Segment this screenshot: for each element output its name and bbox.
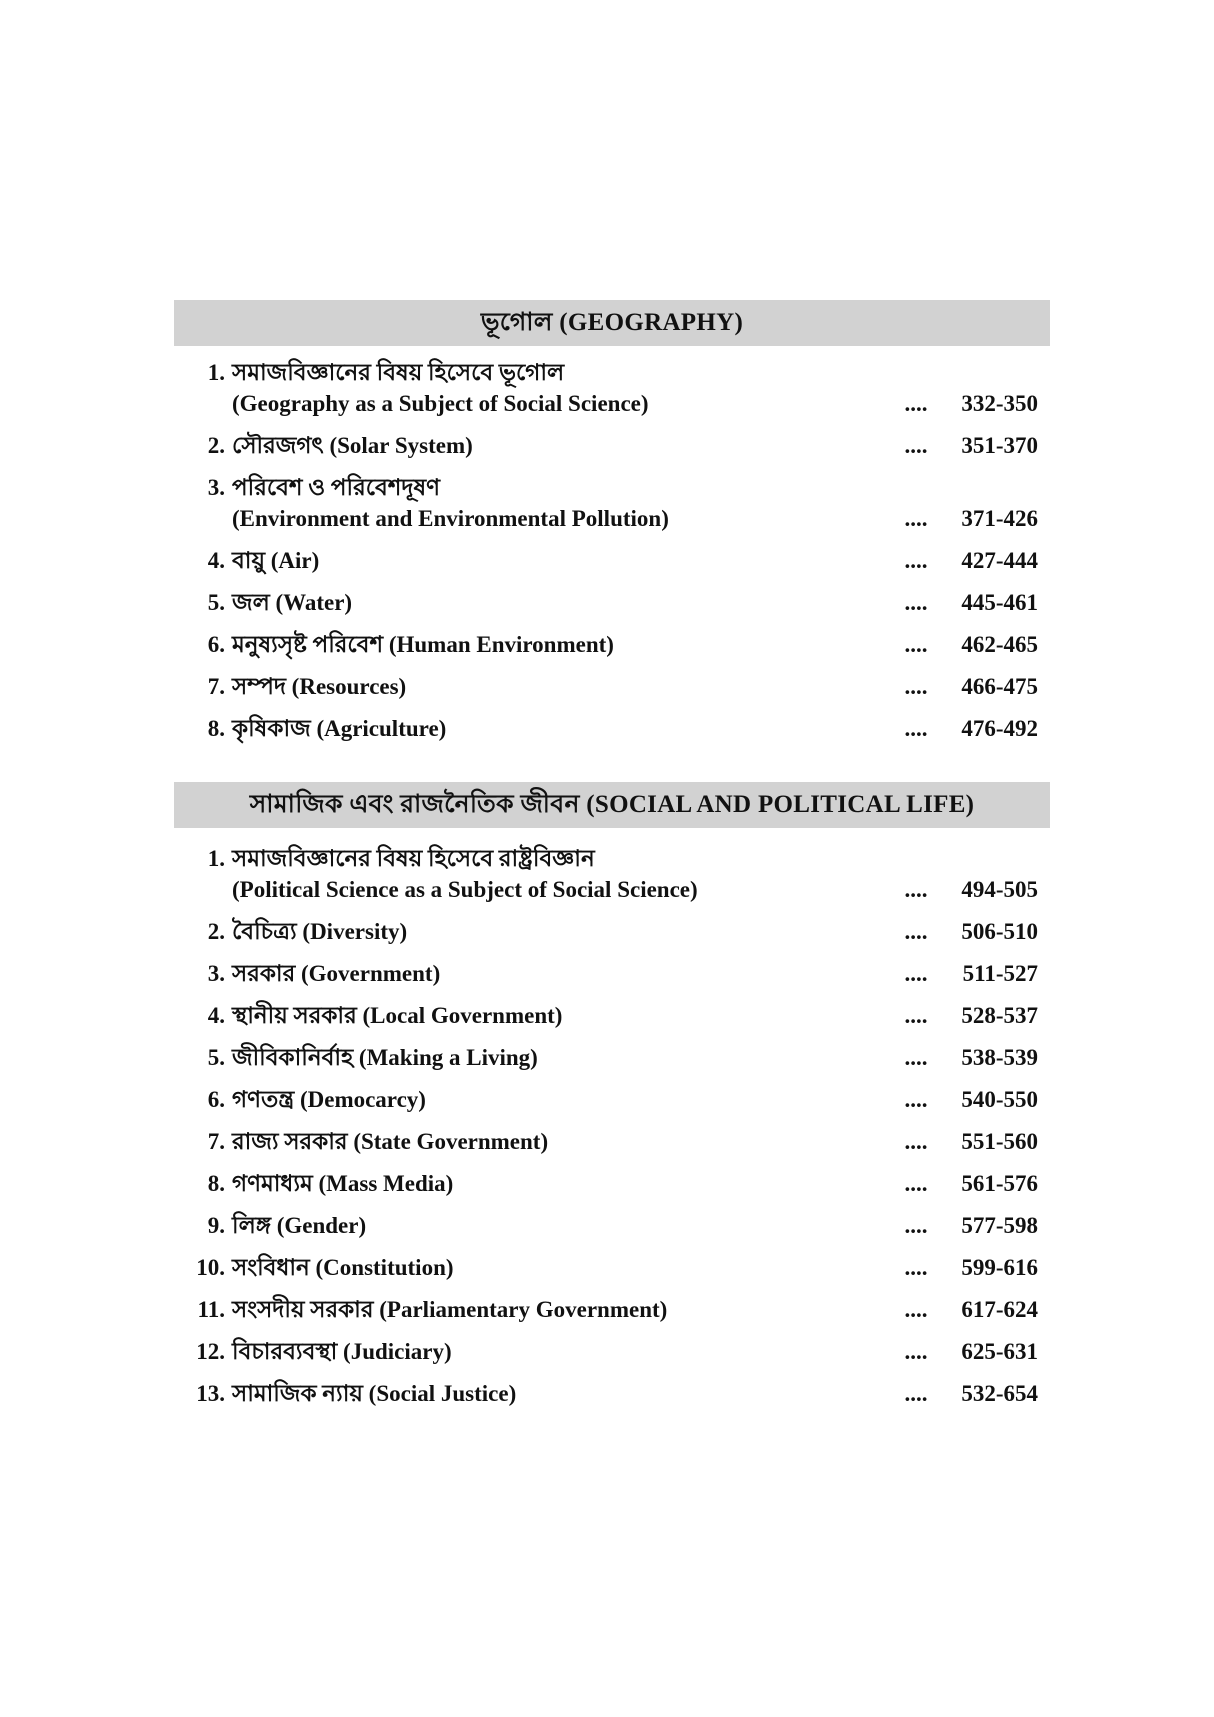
toc-entry: [174, 838, 1050, 911]
entry-title-line: গণতন্ত্র (Democarcy): [232, 1087, 426, 1112]
page-range: 577-598: [961, 1213, 1038, 1238]
toc-entry: [174, 1289, 1050, 1331]
toc-entry: [174, 708, 1050, 750]
entry-title-line: মনুষ্যসৃষ্ট পরিবেশ (Human Environment): [232, 632, 614, 657]
entry-title: [232, 1168, 886, 1199]
entry-number: 4.: [207, 1003, 225, 1028]
entry-number: 3.: [207, 961, 225, 986]
page-range: 371-426: [961, 506, 1038, 531]
entry-title: [232, 1084, 886, 1115]
entry-title: [232, 1294, 886, 1325]
page-range: 511-527: [962, 961, 1038, 986]
entry-title-line: জল (Water): [232, 590, 353, 615]
toc-entry: [174, 1247, 1050, 1289]
leader-dots: ....: [904, 1045, 928, 1070]
leader-dots: ....: [904, 1003, 928, 1028]
entry-title: [232, 545, 886, 576]
entry-number: 1.: [207, 360, 225, 385]
leader-dots: ....: [904, 391, 928, 416]
entry-title: [232, 629, 886, 660]
entry-title: [232, 843, 886, 905]
page-range: 561-576: [961, 1171, 1038, 1196]
entry-number: 9.: [207, 1213, 225, 1238]
leader-dots: ....: [904, 548, 928, 573]
toc-list: [174, 352, 1050, 750]
toc-entry: [174, 1079, 1050, 1121]
entry-title-line: স্থানীয় সরকার (Local Government): [232, 1003, 563, 1028]
entry-title: [232, 671, 886, 702]
section-geography: [174, 300, 1050, 750]
page-range: 506-510: [961, 919, 1038, 944]
page-range: 625-631: [961, 1339, 1038, 1364]
leader-dots: ....: [904, 433, 928, 458]
entry-title-line: গণমাধ্যম (Mass Media): [232, 1171, 454, 1196]
entry-title-line: সমাজবিজ্ঞানের বিষয় হিসেবে ভূগোল: [232, 360, 565, 385]
entry-title-line: সংসদীয় সরকার (Parliamentary Government): [232, 1297, 668, 1322]
entry-title: [232, 1000, 886, 1031]
page-range: 427-444: [961, 548, 1038, 573]
toc-list: [174, 838, 1050, 1415]
entry-title-line: জীবিকানির্বাহ (Making a Living): [232, 1045, 538, 1070]
entry-title-line: লিঙ্গ (Gender): [232, 1213, 367, 1238]
leader-dots: ....: [904, 961, 928, 986]
page-range: 351-370: [961, 433, 1038, 458]
entry-title: [232, 357, 886, 419]
toc-entry: [174, 1205, 1050, 1247]
entry-title-line: সৌরজগৎ (Solar System): [232, 433, 473, 458]
entry-number: 4.: [207, 548, 225, 573]
page-range: 617-624: [961, 1297, 1038, 1322]
toc-entry: [174, 911, 1050, 953]
entry-title: [232, 430, 886, 461]
entry-number: 5.: [207, 1045, 225, 1070]
entry-title: [232, 1042, 886, 1073]
toc-entry: [174, 666, 1050, 708]
entry-title-line: (Political Science as a Subject of Social Science): [232, 877, 698, 902]
entry-title-line: রাজ্য সরকার (State Government): [232, 1129, 549, 1154]
entry-number: 5.: [207, 590, 225, 615]
entry-title: [232, 958, 886, 989]
entry-title-line: বিচারব্যবস্থা (Judiciary): [232, 1339, 452, 1364]
toc-entry: [174, 1163, 1050, 1205]
entry-number: 6.: [207, 1087, 225, 1112]
entry-title-line: সরকার (Government): [232, 961, 441, 986]
entry-number: 8.: [207, 716, 225, 741]
toc-entry: [174, 467, 1050, 540]
page-range: 528-537: [961, 1003, 1038, 1028]
entry-title-line: সামাজিক ন্যায় (Social Justice): [232, 1381, 517, 1406]
page-range: 466-475: [961, 674, 1038, 699]
leader-dots: ....: [904, 716, 928, 741]
entry-number: 12.: [196, 1339, 225, 1364]
leader-dots: ....: [904, 1129, 928, 1154]
page-range: 445-461: [961, 590, 1038, 615]
section-social-political-life: [174, 782, 1050, 1415]
entry-title-line: সংবিধান (Constitution): [232, 1255, 454, 1280]
toc-entry: [174, 995, 1050, 1037]
entry-number: 2.: [207, 433, 225, 458]
leader-dots: ....: [904, 1339, 928, 1364]
page-range: 540-550: [961, 1087, 1038, 1112]
toc-entry: [174, 540, 1050, 582]
toc-entry: [174, 1037, 1050, 1079]
entry-number: 10.: [196, 1255, 225, 1280]
entry-title: [232, 587, 886, 618]
entry-title-line: সম্পদ (Resources): [232, 674, 407, 699]
page-range: 462-465: [961, 632, 1038, 657]
entry-title-line: সমাজবিজ্ঞানের বিষয় হিসেবে রাষ্ট্রবিজ্ঞান: [232, 846, 595, 871]
entry-title: [232, 1126, 886, 1157]
leader-dots: ....: [904, 919, 928, 944]
entry-title: [232, 916, 886, 947]
page-range: 494-505: [961, 877, 1038, 902]
entry-title: [232, 1252, 886, 1283]
entry-title-line: পরিবেশ ও পরিবেশদূষণ: [232, 475, 441, 500]
entry-number: 2.: [207, 919, 225, 944]
entry-number: 13.: [196, 1381, 225, 1406]
section-header: সামাজিক এবং রাজনৈতিক জীবন (SOCIAL AND POLITICAL LIFE): [174, 782, 1050, 828]
entry-number: 8.: [207, 1171, 225, 1196]
leader-dots: ....: [904, 506, 928, 531]
entry-title-line: বায়ু (Air): [232, 548, 320, 573]
entry-title: [232, 472, 886, 534]
entry-number: 1.: [207, 846, 225, 871]
page-range: 332-350: [961, 391, 1038, 416]
entry-number: 6.: [207, 632, 225, 657]
leader-dots: ....: [904, 1213, 928, 1238]
leader-dots: ....: [904, 632, 928, 657]
toc-entry: [174, 624, 1050, 666]
toc-entry: [174, 425, 1050, 467]
page-range: 599-616: [961, 1255, 1038, 1280]
toc-entry: [174, 1121, 1050, 1163]
leader-dots: ....: [904, 1087, 928, 1112]
toc-entry: [174, 352, 1050, 425]
toc-entry: [174, 582, 1050, 624]
page-range: 551-560: [961, 1129, 1038, 1154]
leader-dots: ....: [904, 1171, 928, 1196]
entry-number: 7.: [207, 1129, 225, 1154]
entry-number: 3.: [207, 475, 225, 500]
leader-dots: ....: [904, 877, 928, 902]
toc-entry: [174, 1331, 1050, 1373]
entry-number: 11.: [197, 1297, 225, 1322]
entry-title: [232, 713, 886, 744]
leader-dots: ....: [904, 1255, 928, 1280]
entry-title: [232, 1210, 886, 1241]
toc-entry: [174, 1373, 1050, 1415]
entry-title-line: কৃষিকাজ (Agriculture): [232, 716, 447, 741]
entry-number: 7.: [207, 674, 225, 699]
entry-title-line: (Environment and Environmental Pollution): [232, 506, 669, 531]
leader-dots: ....: [904, 1297, 928, 1322]
entry-title-line: বৈচিত্র্য (Diversity): [232, 919, 408, 944]
page-range: 476-492: [961, 716, 1038, 741]
entry-title: [232, 1336, 886, 1367]
page-range: 538-539: [961, 1045, 1038, 1070]
entry-title-line: (Geography as a Subject of Social Science): [232, 391, 649, 416]
leader-dots: ....: [904, 674, 928, 699]
leader-dots: ....: [904, 1381, 928, 1406]
section-header: ভূগোল (GEOGRAPHY): [174, 300, 1050, 346]
toc-entry: [174, 953, 1050, 995]
page-range: 532-654: [961, 1381, 1038, 1406]
entry-title: [232, 1378, 886, 1409]
leader-dots: ....: [904, 590, 928, 615]
